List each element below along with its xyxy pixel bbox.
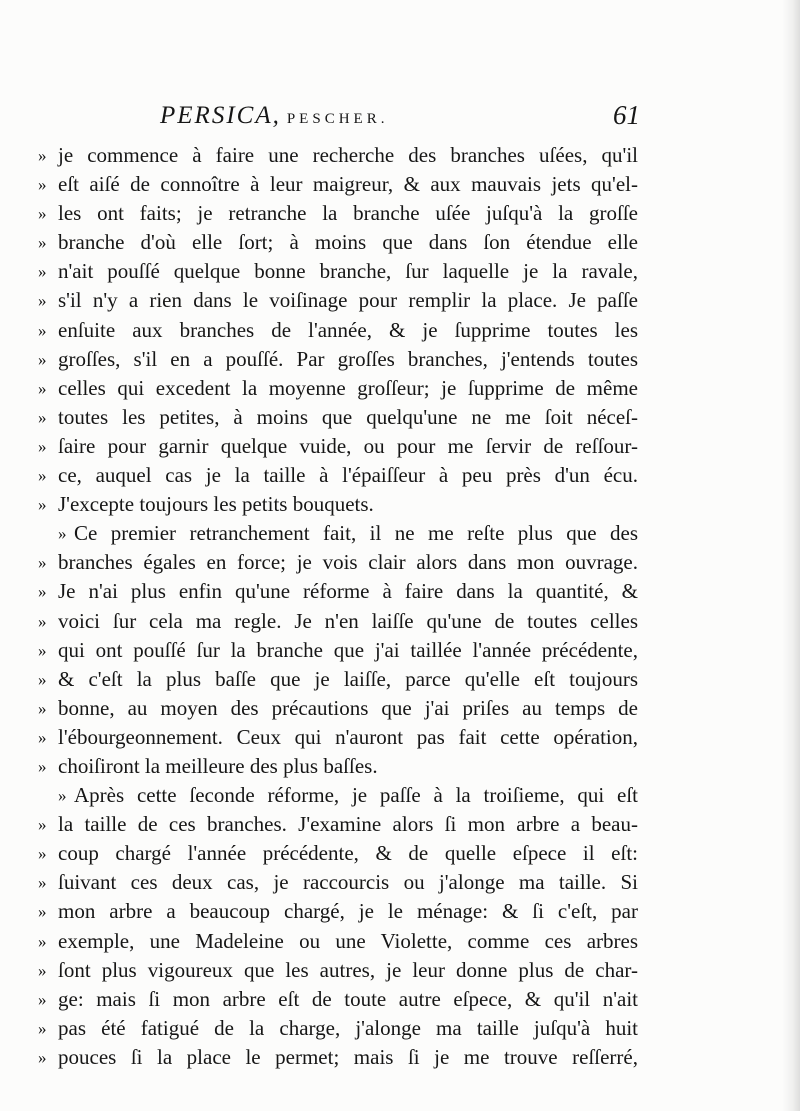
quote-mark: » (38, 320, 47, 340)
quote-mark: » (38, 931, 47, 951)
quote-mark: » (38, 407, 47, 427)
text-line (38, 141, 638, 170)
quote-mark: » (58, 524, 67, 544)
line-text: bonne, au moyen des précautions que j'ai priſes au temps de (58, 695, 638, 720)
paragraph-start-line (38, 781, 638, 810)
text-line (38, 868, 638, 897)
line-text: pas été fatigué de la charge, j'alonge ma taille juſqu'à huit (58, 1015, 638, 1040)
quote-mark: » (38, 466, 47, 486)
text-line (38, 548, 638, 577)
quote-mark: » (38, 378, 47, 398)
line-text: enſuite aux branches de l'année, & je ſupprime toutes les (58, 317, 638, 342)
line-text: & c'eſt la plus baſſe que je laiſſe, parce qu'elle eſt toujours (58, 666, 638, 691)
line-text: l'ébourgeonnement. Ceux qui n'auront pas fait cette opération, (58, 724, 638, 749)
text-line (38, 607, 638, 636)
quote-mark: » (38, 960, 47, 980)
quote-mark: » (38, 611, 47, 631)
quote-mark: » (38, 262, 47, 282)
line-text: eſt aiſé de connoître à leur maigreur, & aux mauvais jets qu'el- (58, 172, 638, 197)
text-line (38, 694, 638, 723)
quote-mark: » (38, 495, 47, 515)
page-edge-shadow (782, 0, 800, 1111)
quote-mark: » (38, 815, 47, 835)
text-line (38, 839, 638, 868)
quote-mark: » (38, 582, 47, 602)
line-text: ſont plus vigoureux que les autres, je leur donne plus de char- (58, 957, 638, 982)
line-text: pouces ſi la place le permet; mais ſi je me trouve reſſerré, (58, 1044, 638, 1069)
text-line (38, 490, 638, 519)
body-text (38, 141, 638, 1072)
text-line (38, 577, 638, 606)
line-text: exemple, une Madeleine ou une Violette, comme ces arbres (58, 928, 638, 953)
quote-mark: » (38, 698, 47, 718)
quote-mark: » (38, 146, 47, 165)
page-number: 61 (613, 100, 640, 130)
line-text: n'ait pouſſé quelque bonne branche, ſur laquelle je la ravale, (58, 259, 638, 284)
quote-mark: » (38, 291, 47, 311)
text-line (38, 636, 638, 665)
quote-mark: » (38, 436, 47, 456)
line-text: groſſes, s'il en a pouſſé. Par groſſes branches, j'entends toutes (58, 346, 638, 371)
quote-mark: » (38, 989, 47, 1009)
quote-mark: » (38, 204, 47, 224)
text-line (38, 1043, 638, 1072)
line-text: choiſiront la meilleure des plus baſſes. (58, 753, 378, 778)
quote-mark: » (38, 233, 47, 253)
line-text: branches égales en force; je vois clair alors dans mon ouvrage. (58, 550, 638, 575)
text-line (38, 1014, 638, 1043)
line-text: mon arbre a beaucoup chargé, je le ménage: & ſi c'eſt, par (58, 899, 638, 924)
line-text: ce, auquel cas je la taille à l'épaiſſeur à peu près d'un écu. (58, 463, 638, 488)
quote-mark: » (38, 1018, 47, 1038)
line-text: ſaire pour garnir quelque vuide, ou pour me ſervir de reſſour- (58, 433, 638, 458)
quote-mark: » (38, 669, 47, 689)
quote-mark: » (38, 873, 47, 893)
line-text: voici ſur cela ma regle. Je n'en laiſſe qu'une de toutes celles (58, 608, 638, 633)
text-line (38, 228, 638, 257)
running-title-main: PERSICA, (160, 102, 281, 129)
text-line (38, 170, 638, 199)
text-line (38, 257, 638, 286)
text-line (38, 432, 638, 461)
text-line (38, 316, 638, 345)
quote-mark: » (38, 553, 47, 573)
text-line (38, 665, 638, 694)
text-line (38, 752, 638, 781)
quote-mark: » (38, 902, 47, 922)
text-line (38, 374, 638, 403)
line-text: branche d'où elle ſort; à moins que dans ſon étendue elle (58, 230, 638, 255)
line-text: Je n'ai plus enfin qu'une réforme à faire dans la quantité, & (58, 579, 638, 604)
text-line (38, 723, 638, 752)
text-line (38, 199, 638, 228)
running-title (160, 102, 388, 130)
text-line (38, 403, 638, 432)
text-line (38, 345, 638, 374)
text-line (38, 985, 638, 1014)
line-text: J'excepte toujours les petits bouquets. (58, 492, 374, 517)
quote-mark: » (58, 786, 67, 806)
text-line (38, 956, 638, 985)
line-text: Après cette ſeconde réforme, je paſſe à la troiſieme, qui eſt (74, 783, 638, 808)
line-text: ſuivant ces deux cas, je raccourcis ou j'alonge ma taille. Si (58, 870, 638, 895)
line-text: ge: mais ſi mon arbre eſt de toute autre eſpece, & qu'il n'ait (58, 986, 638, 1011)
running-title-subtitle: PESCHER. (286, 111, 389, 127)
quote-mark: » (38, 727, 47, 747)
text-line (38, 927, 638, 956)
line-text: s'il n'y a rien dans le voiſinage pour remplir la place. Je paſſe (58, 288, 638, 313)
text-line (38, 810, 638, 839)
line-text: les ont faits; je retranche la branche uſée juſqu'à la groſſe (58, 201, 638, 226)
line-text: je commence à faire une recherche des branches uſées, qu'il (58, 143, 638, 167)
text-line (38, 461, 638, 490)
paragraph-start-line (38, 519, 638, 548)
line-text: qui ont pouſſé ſur la branche que j'ai taillée l'année précédente, (58, 637, 638, 662)
line-text: Ce premier retranchement fait, il ne me reſte plus que des (74, 521, 638, 546)
quote-mark: » (38, 640, 47, 660)
text-line (38, 286, 638, 315)
line-text: celles qui excedent la moyenne groſſeur; je ſupprime de même (58, 375, 638, 400)
line-text: toutes les petites, à moins que quelqu'une ne me ſoit néceſ- (58, 404, 638, 429)
quote-mark: » (38, 1047, 47, 1067)
text-line (38, 897, 638, 926)
quote-mark: » (38, 175, 47, 195)
quote-mark: » (38, 844, 47, 864)
line-text: la taille de ces branches. J'examine alors ſi mon arbre a beau- (58, 812, 638, 837)
line-text: coup chargé l'année précédente, & de quelle eſpece il eſt: (58, 841, 638, 866)
running-header (160, 98, 640, 138)
quote-mark: » (38, 349, 47, 369)
quote-mark: » (38, 756, 47, 776)
